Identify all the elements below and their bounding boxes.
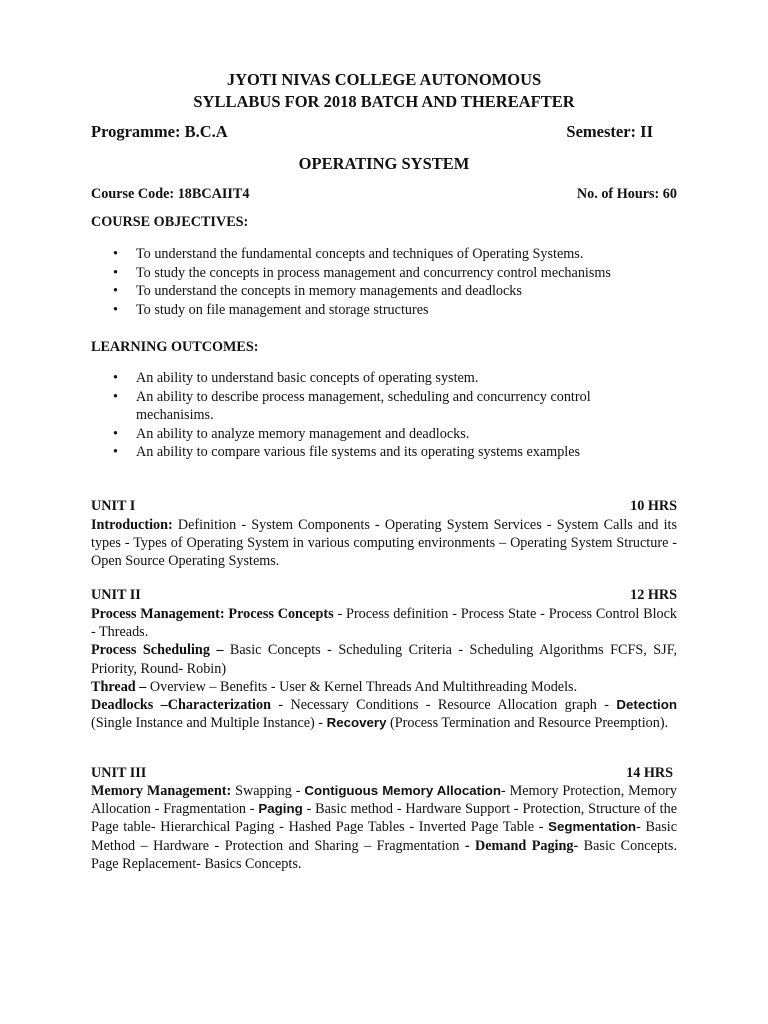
semester-label: Semester: II [566, 122, 653, 141]
unit-2-topic-process: Process Management: Process Concepts [91, 606, 334, 622]
unit-2-topic-deadlocks: Deadlocks –Characterization [91, 697, 271, 714]
unit-2-topic-recovery: Recovery [326, 715, 387, 731]
unit-3-text: - Basic method - Hardware Support - Protection, Structure of the Page table- Hierarchical Paging - Hashed Page Tables - Inverted Page Table - [91, 801, 677, 836]
unit-3-heading [91, 765, 677, 782]
programme-label: Programme: B.C.A [91, 122, 228, 141]
list-item: • To understand the concepts in memory managements and deadlocks [91, 282, 677, 301]
unit-3-topic-segmentation: Segmentation [548, 819, 637, 835]
outcomes-list [91, 369, 677, 462]
list-item: • An ability to compare various file systems and its operating systems examples [91, 443, 677, 462]
unit-1-content [91, 516, 677, 571]
unit-1-hours: 10 HRS [630, 498, 677, 514]
unit-2-topic-scheduling: Process Scheduling – [91, 642, 224, 659]
list-item: • To understand the fundamental concepts and techniques of Operating Systems. [91, 245, 677, 264]
unit-2-text: - Necessary Conditions - Resource Allocation graph - [270, 697, 617, 714]
course-row [91, 186, 677, 203]
list-item: • To study on file management and storage structures [91, 301, 677, 320]
unit-1-topic: Introduction: [91, 517, 173, 533]
unit-3-topic-contiguous: Contiguous Memory Allocation [304, 783, 502, 798]
unit-3-title: UNIT III [91, 765, 147, 781]
unit-3-topic-paging: Paging [258, 801, 303, 817]
unit-2-hours: 12 HRS [630, 587, 677, 603]
unit-2-topic-detection: Detection [616, 697, 677, 713]
list-item: • An ability to describe process management, scheduling and concurrency control mechanisims. [91, 388, 677, 425]
unit-2-topic-thread: Thread – [91, 678, 147, 695]
unit-3-text: - Memory Protection, Memory Allocation - Fragmentation - [91, 783, 677, 818]
unit-2-text: Overview – Benefits - User & Kernel Threads And Multithreading Models. [146, 678, 578, 695]
syllabus-title: SYLLABUS FOR 2018 BATCH AND THEREAFTER [193, 92, 575, 111]
subject-title: OPERATING SYSTEM [298, 154, 470, 173]
college-title: JYOTI NIVAS COLLEGE AUTONOMOUS [226, 70, 542, 89]
unit-3-topic-demand-paging: - Demand Paging- [464, 837, 579, 854]
unit-2-content [91, 605, 677, 732]
unit-1-title: UNIT I [91, 498, 136, 514]
list-item: • An ability to analyze memory management and deadlocks. [91, 425, 677, 444]
outcomes-heading: LEARNING OUTCOMES: [91, 339, 259, 355]
unit-3-text: Swapping - [231, 783, 305, 799]
unit-2-text: (Process Termination and Resource Preemption). [386, 715, 669, 732]
objectives-list [91, 245, 677, 319]
unit-2-text: (Single Instance and Multiple Instance) - [91, 715, 327, 732]
unit-3-content [91, 782, 677, 873]
course-code: Course Code: 18BCAIIT4 [91, 186, 250, 202]
unit-2-text: - Process definition - Process State - Process Control Block - Threads. [91, 606, 677, 641]
objectives-heading: COURSE OBJECTIVES: [91, 214, 249, 230]
programme-row [91, 122, 677, 142]
list-item: • An ability to understand basic concepts of operating system. [91, 369, 677, 388]
unit-2-text: Basic Concepts - Scheduling Criteria - Scheduling Algorithms FCFS, SJF, Priority, Round- Robin) [91, 642, 677, 677]
unit-3-text: Basic Concepts. Page Replacement- Basics Concepts. [91, 837, 677, 872]
unit-3-topic-memory: Memory Management: [91, 783, 232, 799]
unit-3-text: - Basic Method – Hardware - Protection and Sharing – Fragmentation [91, 819, 677, 854]
unit-3-hours: 14 HRS [626, 765, 673, 781]
unit-1-heading [91, 498, 677, 515]
unit-2-heading [91, 587, 677, 604]
course-hours: No. of Hours: 60 [576, 186, 677, 202]
unit-2-title: UNIT II [91, 587, 141, 603]
list-item: • To study the concepts in process management and concurrency control mechanisms [91, 264, 677, 283]
unit-1-text: Definition - System Components - Operating System Services - System Calls and its types - Types of Operating System in various computing environments – Operating System Structure - Open Source Operating Systems. [91, 517, 677, 570]
